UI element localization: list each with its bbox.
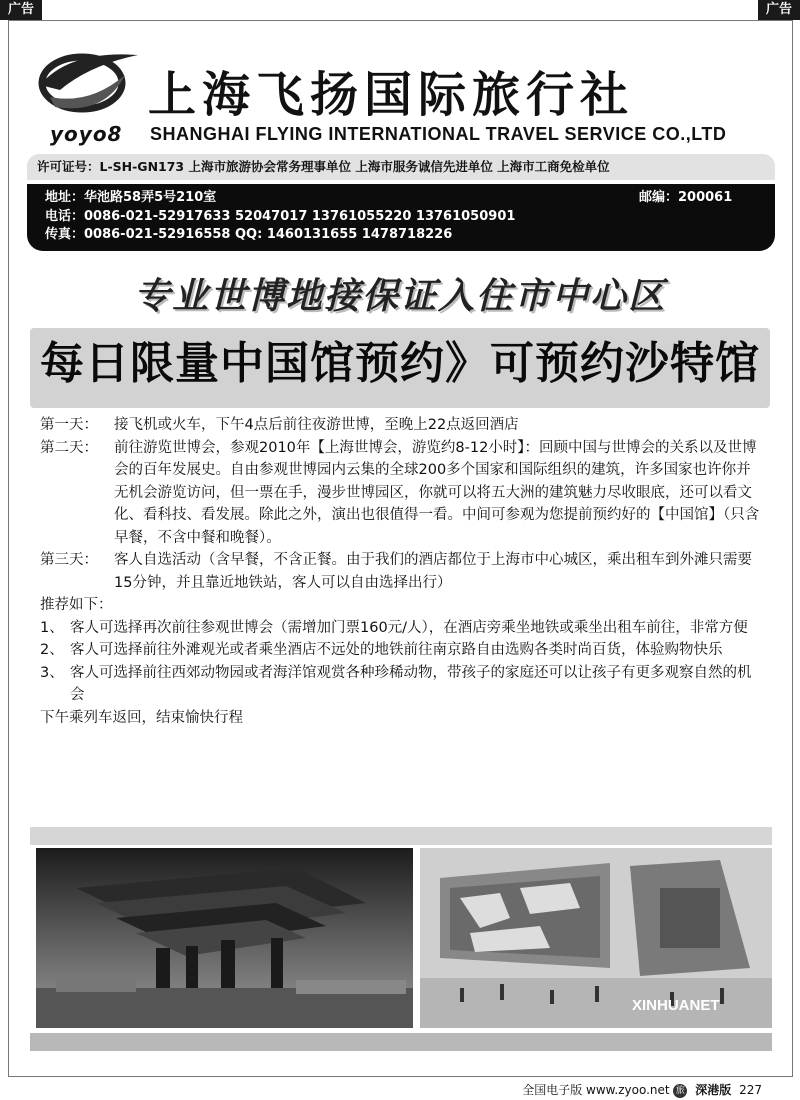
- postcode: 邮编：200061: [639, 190, 733, 205]
- china-pavilion-photo: [36, 848, 413, 1028]
- closing-line: 下午乘列车返回，结束愉快行程: [40, 709, 243, 726]
- footer-site: 全国电子版 www.zyoo.net: [522, 1083, 670, 1097]
- logo-wordmark: yoyo8: [50, 122, 123, 146]
- rec-number: 2、: [40, 642, 64, 658]
- recommendation-2: [40, 639, 765, 662]
- photo-strip-bottom: [30, 1033, 772, 1051]
- rec-text: 客人可选择前往外滩观光或者乘坐酒店不远处的地铁前往南京路自由选购各类时尚百货，体验购物快乐: [70, 642, 723, 658]
- itinerary: [40, 414, 765, 729]
- rec-number: 3、: [40, 664, 64, 681]
- contact-box: [27, 184, 775, 251]
- fax: 传真：0086-021-52916558 QQ: 1460131655 1478718226: [45, 227, 453, 242]
- page-footer: [522, 1081, 762, 1098]
- photo-watermark: XINHUANET: [632, 997, 720, 1014]
- rec-number: 1、: [40, 619, 64, 636]
- rec-text: 客人可选择再次前往参观世博会（需增加门票160元/人），在酒店旁乘坐地铁或乘坐出租车前往，非常方便: [70, 619, 748, 636]
- travel-badge-icon: 旅: [673, 1084, 687, 1098]
- recommendation-3: [40, 662, 765, 707]
- photo-strip-top: [30, 827, 772, 845]
- day-text: 客人自选活动（含早餐，不含正餐。由于我们的酒店都位于上海市中心城区，乘出租车到外滩只需要15分钟，并且靠近地铁站，客人可以自由选择出行）: [114, 552, 752, 591]
- slogan-headline: 专业世博地接保证入住市中心区: [133, 275, 666, 317]
- company-name-cn: 上海飞扬国际旅行社: [148, 67, 635, 123]
- slogan-banner: 每日限量中国馆预约》可预约沙特馆: [40, 338, 760, 389]
- day-text: 前往游览世博会，参观2010年【上海世博会，游览约8-12小时】：回顾中国与世博会的关系以及世博会的百年发展史。自由参观世博园内云集的全球200多个国家和国际组织的建筑，许多国家也许你并无机会游览访问，但一票在手，漫步世博园区，你就可以将五大洲的建筑魅力尽收眼底，还可以看文化、看科技、看发展。除此之外，演出也很值得一看。中间可参观为您提前预约好的【中国馆】（只含早餐，不含中餐和晚餐）。: [114, 439, 760, 546]
- ad-tag-left: 广告: [0, 0, 42, 20]
- day-text: 接飞机或火车，下午4点后前往夜游世博，至晚上22点返回酒店: [114, 417, 519, 433]
- recommendation-1: [40, 617, 765, 640]
- day-1: [40, 414, 765, 437]
- pavilion-photo: [420, 848, 772, 1028]
- day-label: 第二天：: [40, 439, 98, 456]
- page-number: 227: [739, 1083, 762, 1097]
- rec-text: 客人可选择前往西郊动物园或者海洋馆观赏各种珍稀动物，带孩子的家庭还可以让孩子有更多观察自然的机会: [70, 664, 752, 703]
- address: 地址：华池路58弄5号210室: [45, 190, 217, 205]
- day-label: 第三天：: [40, 552, 98, 568]
- day-3: [40, 549, 765, 594]
- ad-tag-right: 广告: [758, 0, 800, 20]
- day-label: 第一天：: [40, 417, 98, 433]
- recommend-title: 推荐如下：: [40, 597, 113, 613]
- footer-edition: 深港版: [695, 1083, 732, 1097]
- day-2: [40, 437, 765, 550]
- company-name-en: SHANGHAI FLYING INTERNATIONAL TRAVEL SERVICE CO.,LTD: [150, 124, 727, 144]
- phone: 电话：0086-021-52917633 52047017 13761055220 13761050901: [45, 208, 516, 224]
- license-line: 许可证号：L-SH-GN173 上海市旅游协会常务理事单位 上海市服务诚信先进单位 上海市工商免检单位: [27, 154, 775, 180]
